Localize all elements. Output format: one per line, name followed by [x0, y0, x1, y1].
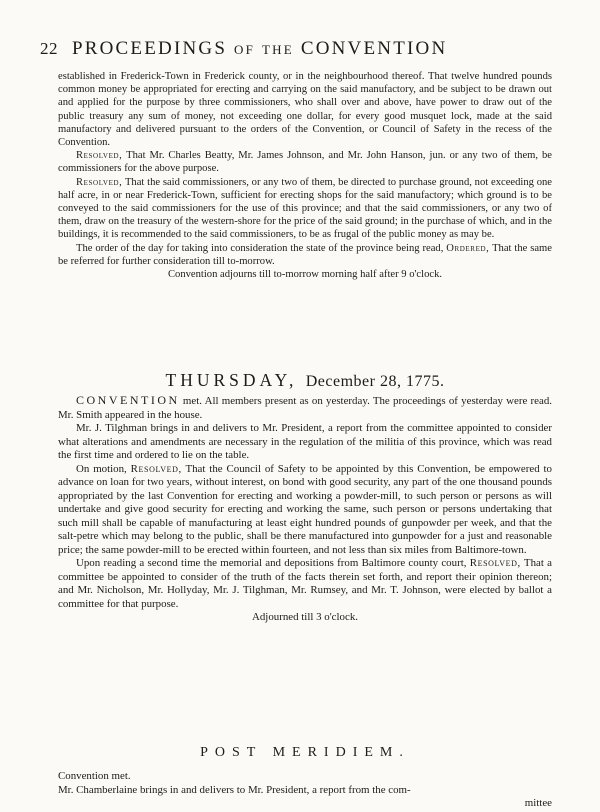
paragraph: [58, 242, 552, 268]
paragraph-text: That Mr. Charles Beatty, Mr. James Johnson, and Mr. John Hanson, jun. or any two of them, be commissioners for the above purpose.: [58, 150, 552, 175]
paragraph: [58, 557, 552, 611]
adjournment-line: Adjourned till 3 o'clock.: [251, 611, 358, 623]
post-meridiem-heading: POST MERIDIEM.: [200, 745, 410, 760]
paragraph-text: That the said commissioners, or any two of them, be directed to purchase ground, not exceeding one half acre, in or near Frederick-Town, sufficient for erecting shops for the said manufactory; which ground is to be conveyed to the said commissioners for the use of this province; and that the said commissioners, or any two of them, draw on the treasury of the western-shore for the price of the said ground; in the purchase of which, and in the buildings, it is recommended to the said commissioners, to be as frugal of the public money as may be.: [58, 176, 552, 241]
day-heading: [58, 370, 552, 391]
paragraph-text: That a committee be appointed to consider of the truth of the facts therein set forth, and report their opinion thereon; and Mr. Nicholson, Mr. Hollyday, Mr. J. Tilghman, Mr. Rumsey, and Mr. T. Johnson, were elected by ballot a committee for that purpose.: [58, 557, 552, 610]
paragraph: [58, 149, 552, 175]
day-date: December 28, 1775.: [305, 373, 445, 390]
resolved-label: Resolved,: [76, 150, 123, 162]
thursday-section: [58, 394, 552, 625]
paragraph-text: That the Council of Safety to be appointed by this Convention, be empowered to advance on loan for two years, without interest, on bond with good security, any part of the one thousand pounds appropriated by the last Convention for erecting and working a powder-mill, to such person or persons as will undertake and give good security for erecting and working the same, such person or persons undertaking that such mill shall be capable of manufacturing at least eight hundred pounds of gunpowder per week, and that the salt-petre which may belong to the public, shall be there manufactured into gunpowder for a just and reasonable price; the same powder-mill to be erected within fourteen, and not less than six miles from Baltimore-town.: [58, 462, 552, 556]
resolved-label: Resolved,: [469, 557, 521, 569]
day-name: THURSDAY,: [165, 370, 298, 390]
running-head: PROCEEDINGS of the CONVENTION: [72, 38, 448, 59]
paragraph-lead: Upon reading a second time the memorial and depositions from Baltimore county court,: [76, 557, 467, 569]
resolved-label: Resolved,: [130, 462, 182, 475]
paragraph: established in Frederick-Town in Frederick county, or in the neighbourhood thereof. That twelve hundred pounds common money be appropriated for erecting and carrying on the said manufactory, and be subject to be drawn out and applied for the purpose by three commissioners, who shall over and above, have power to draw out of the public treasury any sum of money, not exceeding one dollar, for every good musquet lock, made at the said manufactory and delivered pursuant to the orders of the Convention, or Council of Safety in the recess of the Convention.: [58, 71, 552, 149]
paragraph: Mr. J. Tilghman brings in and delivers to Mr. President, a report from the committee appointed to consider what alterations and amendments are necessary in the regulation of the militia of this province, which was read the first time and ordered to lie on the table.: [58, 422, 552, 461]
paragraph-text: met. All members present as on yesterday. The proceedings of yesterday were read. Mr. Smith appeared in the house.: [58, 395, 552, 421]
adjournment-line: Convention adjourns till to-morrow morning half after 9 o'clock.: [167, 269, 443, 281]
ordered-label: Ordered,: [446, 242, 490, 254]
carryover-section: [58, 70, 552, 281]
page-header: [40, 38, 560, 62]
paragraph-text: That the same be referred for further consideration till to-morrow.: [58, 242, 552, 267]
paragraph: Convention met.: [58, 770, 131, 782]
afternoon-section: [58, 770, 552, 797]
paragraph: Mr. Chamberlaine brings in and delivers to Mr. President, a report from the com-: [58, 783, 411, 796]
paragraph-lead: On motion,: [76, 462, 127, 475]
convention-word: CONVENTION: [76, 393, 180, 407]
resolved-label: Resolved,: [76, 176, 123, 188]
paragraph-text: The order of the day for taking into consideration the state of the province being read,: [76, 242, 444, 254]
page-number: 22: [40, 39, 58, 58]
catchword: mittee: [524, 797, 552, 809]
paragraph: [58, 176, 552, 242]
paragraph: [58, 463, 552, 558]
paragraph: [58, 394, 552, 422]
